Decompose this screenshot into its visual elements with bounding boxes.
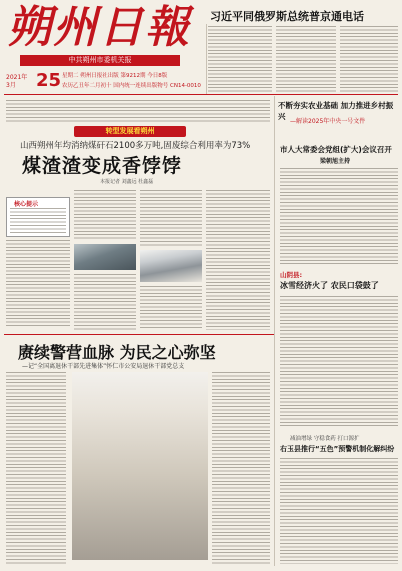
article-text (208, 26, 272, 94)
column-rule (206, 24, 207, 94)
news-photo (74, 244, 136, 270)
fold-rule (4, 334, 274, 335)
article-text (280, 296, 398, 428)
right-subhead-1: —解读2025年中央一号文件 (290, 118, 366, 125)
news-photo-large (72, 372, 208, 560)
masthead-subtitle: 中共朔州市委机关报 (20, 55, 180, 66)
article-text (74, 190, 136, 240)
right-headline-2: 市人大常委会党组(扩大)会议召开 (280, 145, 392, 154)
article-text (206, 190, 270, 330)
news-photo (140, 250, 202, 282)
article-text (280, 168, 398, 264)
article-text (140, 190, 202, 246)
right-subhead-2: 梁朝旭主持 (320, 158, 351, 165)
article-text (276, 26, 336, 94)
article-text (74, 274, 136, 330)
right-tag-3: 山阴县: (280, 271, 303, 279)
sidebar-text (10, 208, 66, 234)
lead-tag: 转型发展看朔州 (74, 126, 186, 137)
date-year-month: 2021年 3月 (6, 74, 28, 89)
column-rule (274, 96, 275, 566)
article-text (212, 372, 270, 564)
article-text (140, 286, 202, 330)
right-headline-1: 不断夯实农业基础 加力推进乡村振兴 (278, 101, 394, 121)
masthead-logo: 朔州日報 (7, 2, 191, 53)
sidebar-title: 核心提示 (14, 201, 39, 208)
lead-byline: 本报记者 刘鑫远 杜鑫磊 (100, 179, 154, 185)
date-day: 25 (36, 70, 62, 91)
right-headline-3: 冰雪经济火了 农民口袋鼓了 (280, 281, 379, 290)
lead-headline: 煤渣渣变成香饽饽 (22, 155, 183, 177)
fold-subhead: —记“全国离退休干部先进集体”怀仁市公安局退休干部党总支 (22, 363, 185, 370)
right-headline-4: 右玉县推行“五色”预警机制化解纠纷 (280, 445, 395, 453)
masthead-rule (4, 94, 398, 95)
issue-info-line2: 农历乙丑年二月初十 国内统一连续出版物号 CN14-0010 (62, 83, 201, 89)
lead-subhead: 山西朔州年均消纳煤矸石2100多万吨,固废综合利用率为73% (20, 141, 251, 151)
article-text (6, 240, 70, 328)
article-text (6, 100, 270, 124)
fold-headline: 赓续警营血脉 为民之心弥坚 (18, 343, 216, 362)
article-text (280, 458, 398, 564)
article-text (340, 26, 398, 94)
issue-info: 星期二 朔州日报社出版 第9212期 今日8版 (62, 73, 168, 79)
right-tag-4: 减油增绿 守稳食药 打口源扩 (290, 436, 360, 442)
top-headline: 习近平同俄罗斯总统普京通电话 (210, 10, 364, 23)
article-text (6, 372, 66, 564)
